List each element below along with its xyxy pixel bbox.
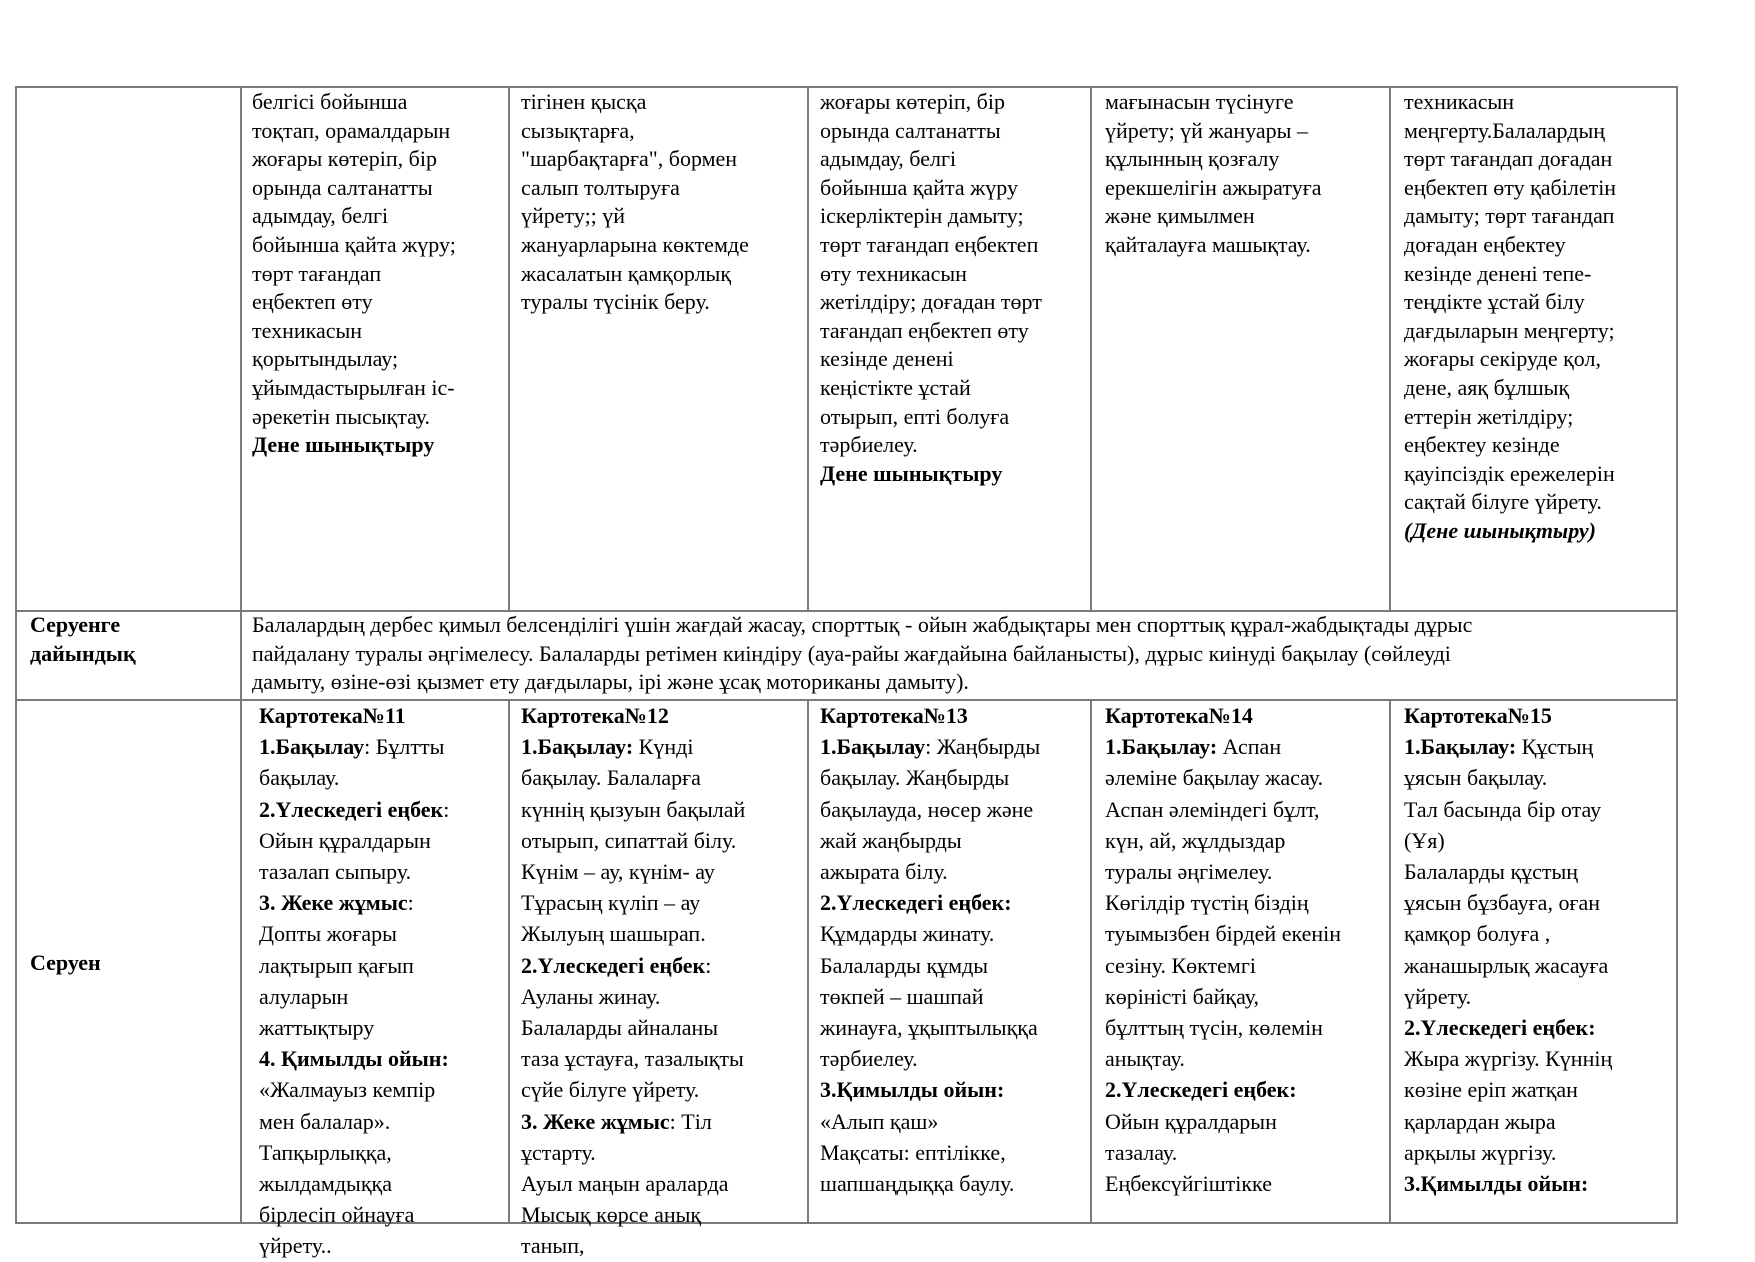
text-line: Серуенге [30, 612, 121, 637]
text-line: тазалап сыпыру. [259, 859, 412, 885]
text-line: (Ұя) [1404, 827, 1445, 853]
text-run: : Жаңбырды [925, 734, 1041, 760]
text-line: бұлттың түсін, көлемін [1105, 1015, 1323, 1041]
text-line: көзіне еріп жатқан [1404, 1077, 1578, 1103]
text-line: 3.Қимылды ойын: [1404, 1171, 1589, 1197]
text-line: 2.Үлескедегі еңбек: [1105, 1077, 1297, 1103]
text-run: 1.Бақылау [820, 734, 926, 760]
text-run: : [443, 796, 450, 822]
text-line: еңбектеу кезінде [1404, 432, 1560, 458]
table-col-divider [807, 699, 809, 1224]
text-line: Картотека№12 [521, 703, 669, 728]
text-line: дамыту, өзіне-өзі қызмет ету дағдылары, ірі және ұсақ моториканы дамыту). [252, 669, 969, 695]
text-line: адымдау, белгі [252, 203, 389, 229]
text-run: : Бұлтты [364, 734, 445, 760]
text-line: "шарбақтарға", бормен [521, 146, 738, 172]
text-line [521, 731, 803, 762]
text-line: салып толтыруға [521, 174, 680, 200]
text-line: бақылауда, нөсер және [820, 796, 1034, 822]
text-line: Жыра жүргізу. Күннің [1404, 1046, 1613, 1072]
text-run: : [407, 890, 414, 916]
text-line: жоғары көтеріп, бір [252, 146, 437, 172]
text-line: мен балалар». [259, 1108, 391, 1134]
walk-card-14 [1105, 700, 1385, 1199]
text-line: меңгерту.Балалардың [1404, 117, 1606, 143]
text-line: тігінен қысқа [521, 89, 647, 114]
text-line: үйрету. [1404, 983, 1472, 1009]
text-line: күн, ай, жұлдыздар [1105, 827, 1286, 853]
table-col-divider [807, 86, 809, 612]
text-line: әрекетін пысықтау. [252, 403, 431, 429]
text-line: кезінде денені тепе- [1404, 260, 1592, 286]
text-line [521, 1106, 803, 1137]
text-line: сызықтарға, [521, 117, 635, 143]
text-line: сезіну. Көктемгі [1105, 952, 1256, 978]
text-line: дене, аяқ бұлшық [1404, 374, 1570, 400]
text-line: алуларын [259, 983, 349, 1009]
text-line: әлеміне бақылау жасау. [1105, 765, 1324, 791]
table-border-right [1676, 86, 1678, 1224]
text-run: : [705, 952, 712, 978]
text-line: Картотека№14 [1105, 703, 1253, 728]
text-line: жай жаңбырды [820, 827, 962, 853]
text-line: Мысық көрсе анық [521, 1202, 702, 1228]
text-line: тазалау. [1105, 1139, 1178, 1165]
text-line: еңбектеп өту қабілетін [1404, 174, 1617, 200]
text-line: жинауға, ұқыптылыққа [820, 1015, 1038, 1041]
text-line: (Дене шынықтыру) [1404, 517, 1596, 543]
top-row-cell-4 [1105, 88, 1385, 260]
table-col-divider [1389, 86, 1391, 612]
text-line [1105, 731, 1385, 762]
text-line: үйрету; үй жануары – [1105, 117, 1308, 143]
text-line: жасалатын қамқорлық [521, 260, 732, 286]
text-line: төрт тағандап доғадан [1404, 146, 1613, 172]
text-line: Балаларды айналаны [521, 1015, 719, 1041]
text-line: төкпей – шашпай [820, 983, 984, 1009]
text-line: Жылуың шашырап. [521, 921, 706, 947]
walk-card-13 [820, 700, 1086, 1199]
text-line: тәрбиелеу. [820, 432, 918, 458]
text-line: жоғары секіруде қол, [1404, 346, 1601, 372]
text-line: бақылау. Балаларға [521, 765, 701, 791]
text-line: дағдыларын меңгерту; [1404, 317, 1615, 343]
text-line: тәрбиелеу. [820, 1046, 918, 1072]
text-line: бақылау. Жаңбырды [820, 765, 1010, 791]
text-line: Дене шынықтыру [252, 432, 435, 458]
text-line: жетілдіру; доғадан төрт [820, 289, 1042, 315]
text-line: Картотека№11 [259, 703, 406, 728]
text-line: «Алып қаш» [820, 1108, 939, 1134]
text-line: қайталауға машықтау. [1105, 231, 1311, 257]
text-run: Аспан [1217, 734, 1282, 760]
text-line: сақтай білуге үйрету. [1404, 489, 1602, 515]
text-line: және қимылмен [1105, 203, 1255, 229]
text-line: бойынша қайта жүру; [252, 231, 456, 257]
text-line: отырып, епті болуға [820, 403, 1010, 429]
table-col-divider [508, 699, 510, 1224]
text-line: Картотека№13 [820, 703, 968, 728]
text-line: Көгілдір түстің біздің [1105, 890, 1309, 916]
text-line: ерекшелігін ажыратуға [1105, 174, 1322, 200]
text-line: дамыту; төрт тағандап [1404, 203, 1615, 229]
text-line: 2.Үлескедегі еңбек: [820, 890, 1012, 916]
prep-row-label [30, 611, 235, 668]
text-line: 4. Қимылды ойын: [259, 1046, 449, 1072]
text-line: жанашырлық жасауға [1404, 952, 1609, 978]
text-line: қамқор болуға , [1404, 921, 1551, 947]
text-line: белгісі бойынша [252, 89, 408, 114]
table-col-divider [1090, 699, 1092, 1224]
text-line: Дене шынықтыру [820, 460, 1003, 486]
text-run: 1.Бақылау: [1404, 734, 1517, 760]
walk-card-15 [1404, 700, 1674, 1199]
text-line: Ойын құралдарын [259, 827, 431, 853]
text-line [1404, 731, 1674, 762]
text-line [259, 887, 504, 918]
text-line: Допты жоғары [259, 921, 397, 947]
text-line: доғадан еңбектеу [1404, 231, 1566, 257]
text-line: мағынасын түсінуге [1105, 89, 1294, 114]
text-line: Күнім – ау, күнім- ау [521, 859, 715, 885]
text-line: Ауланы жинау. [521, 983, 661, 1009]
text-run: 1.Бақылау [259, 734, 365, 760]
text-line: таза ұстауға, тазалықты [521, 1046, 744, 1072]
text-line: «Жалмауыз кемпір [259, 1077, 436, 1103]
text-line [259, 794, 504, 825]
text-line: 3.Қимылды ойын: [820, 1077, 1005, 1103]
text-line: еңбектеп өту [252, 289, 373, 315]
text-line: Еңбексүйгіштікке [1105, 1171, 1272, 1197]
text-line: еттерін жетілдіру; [1404, 403, 1574, 429]
text-line: туралы түсінік беру. [521, 289, 710, 315]
text-line: Аспан әлеміндегі бұлт, [1105, 796, 1320, 822]
walk-card-11 [259, 700, 504, 1262]
text-line: кезінде денені [820, 346, 954, 372]
text-line: Ойын құралдарын [1105, 1108, 1277, 1134]
text-run: Күнді [633, 734, 694, 760]
text-line: Тал басында бір отау [1404, 796, 1602, 822]
text-line: қауіпсіздік ережелерін [1404, 460, 1615, 486]
top-row-cell-5 [1404, 88, 1674, 546]
text-line: ұясын бұзбауға, оған [1404, 890, 1601, 916]
text-line [259, 731, 504, 762]
text-run: : Тіл [669, 1108, 712, 1134]
text-line: қорытындылау; [252, 346, 399, 372]
table-col-divider [1090, 86, 1092, 612]
text-line: Мақсаты: ептілікке, [820, 1139, 1006, 1165]
top-row-cell-2 [521, 88, 803, 317]
text-line: көріністі байқау, [1105, 983, 1260, 1009]
text-line: жаттықтыру [259, 1015, 375, 1041]
top-row-cell-1 [252, 88, 504, 460]
top-row-cell-3 [820, 88, 1086, 488]
text-line: тағандап еңбектеп өту [820, 317, 1029, 343]
text-line: туралы әңгімелеу. [1105, 859, 1273, 885]
text-run: 2.Үлескедегі еңбек [521, 952, 706, 978]
text-line: лақтырып қағып [259, 952, 414, 978]
text-line: Тұрасың күліп – ау [521, 890, 701, 916]
text-line: Картотека№15 [1404, 703, 1552, 728]
text-line: 2.Үлескедегі еңбек: [1404, 1015, 1596, 1041]
text-line: Ауыл маңын араларда [521, 1171, 729, 1197]
text-line: жоғары көтеріп, бір [820, 89, 1005, 114]
text-line: адымдау, белгі [820, 146, 957, 172]
text-line: кеңістікте ұстай [820, 374, 971, 400]
text-line: бақылау. [259, 765, 340, 791]
text-line: бойынша қайта жүру [820, 174, 1019, 200]
text-run: 2.Үлескедегі еңбек [259, 796, 444, 822]
text-line: пайдалану туралы әңгімелесу. Балаларды ретімен киіндіру (ауа-райы жағдайына байланысты), дұрыс киінуді бақылау (сөйлеуді [252, 640, 1451, 666]
text-line: Балаларды құмды [820, 952, 989, 978]
text-line: бірлесіп ойнауға [259, 1202, 415, 1228]
text-line: құлынның қозғалу [1105, 146, 1280, 172]
text-line: техникасын [252, 317, 363, 343]
walk-card-12 [521, 700, 803, 1262]
text-line: күннің қызуын бақылай [521, 796, 746, 822]
text-run: 1.Бақылау: [1105, 734, 1218, 760]
text-line: ұйымдастырылған іс- [252, 374, 455, 400]
walk-label-text: Серуен [30, 950, 101, 975]
text-line: ажырата білу. [820, 859, 948, 885]
prep-row-text [252, 611, 1672, 697]
text-line: үйрету.. [259, 1233, 332, 1259]
text-line: іскерліктерін дамыту; [820, 203, 1024, 229]
text-line: Тапқырлыққа, [259, 1139, 392, 1165]
text-line: сүйе білуге үйрету. [521, 1077, 700, 1103]
text-line: дайындық [30, 640, 136, 666]
table-col-divider [1389, 699, 1391, 1224]
text-line: Балалардың дербес қимыл белсенділігі үшін жағдай жасау, спорттық - ойын жабдықтары мен спорттық құрал-жабдықтады дұрыс [252, 612, 1473, 637]
text-line: отырып, сипаттай білу. [521, 827, 737, 853]
text-line: төрт тағандап [252, 260, 382, 286]
text-line: төрт тағандап еңбектеп [820, 231, 1039, 257]
text-run: 3. Жеке жұмыс [259, 890, 408, 916]
text-line: жануарларына көктемде [521, 231, 749, 257]
text-line: Құмдарды жинату. [820, 921, 995, 947]
text-line: өту техникасын [820, 260, 967, 286]
text-line: туымызбен бірдей екенін [1105, 921, 1342, 947]
text-line: үйрету;; үй [521, 203, 626, 229]
text-line: теңдікте ұстай білу [1404, 289, 1585, 315]
text-line: арқылы жүргізу. [1404, 1139, 1557, 1165]
walk-row-label [30, 949, 235, 978]
text-line: шапшаңдыққа баулу. [820, 1171, 1015, 1197]
text-line [820, 731, 1086, 762]
text-line: анықтау. [1105, 1046, 1185, 1072]
text-run: Құстың [1516, 734, 1594, 760]
text-line: Балаларды құстың [1404, 859, 1579, 885]
text-line: ұясын бақылау. [1404, 765, 1548, 791]
table-col-divider [508, 86, 510, 612]
text-line [521, 950, 803, 981]
table-col-divider [240, 86, 242, 1224]
text-line: қарлардан жыра [1404, 1108, 1556, 1134]
text-line: жылдамдыққа [259, 1171, 392, 1197]
text-line: орында салтанатты [252, 174, 433, 200]
text-line: орында салтанатты [820, 117, 1001, 143]
text-line: тоқтап, орамалдарын [252, 117, 451, 143]
text-line: танып, [521, 1233, 585, 1259]
text-line: ұстарту. [521, 1139, 596, 1165]
text-run: 3. Жеке жұмыс [521, 1108, 670, 1134]
table-border-left [15, 86, 17, 1224]
text-run: 1.Бақылау: [521, 734, 634, 760]
text-line: техникасын [1404, 89, 1515, 114]
